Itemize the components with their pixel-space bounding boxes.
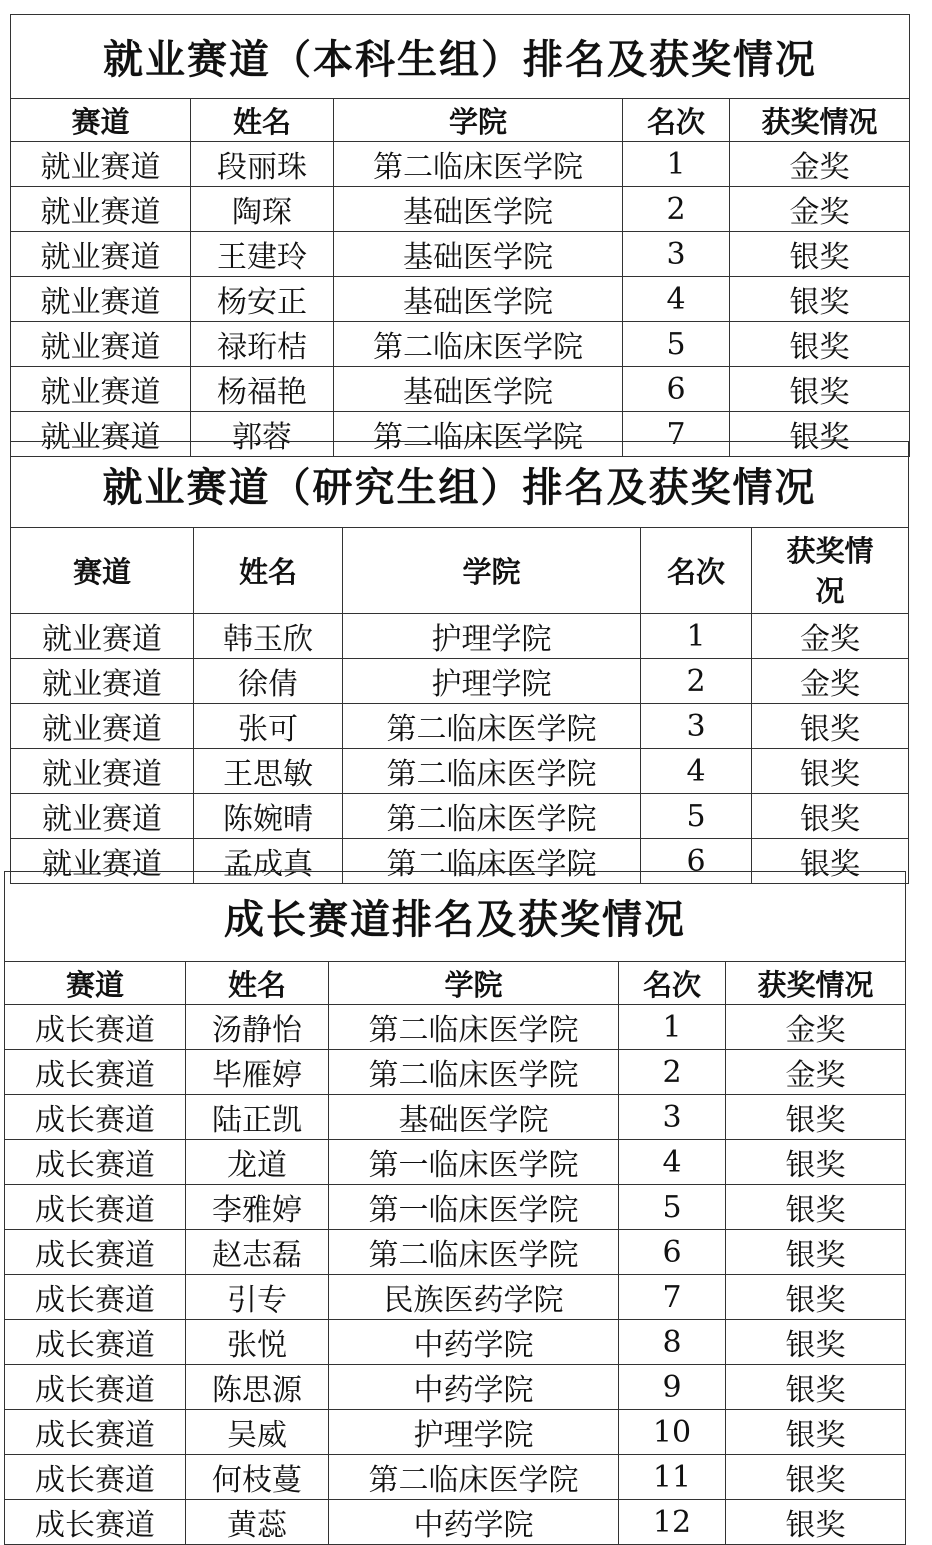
table-row (5, 1500, 906, 1545)
college-cell: 第二临床医学院 (329, 1005, 619, 1050)
rank-cell: 2 (623, 187, 730, 232)
college-cell: 中药学院 (329, 1500, 619, 1545)
table-row (5, 1365, 906, 1410)
college-cell: 第二临床医学院 (334, 322, 623, 367)
college-cell: 基础医学院 (334, 277, 623, 322)
table-row (5, 1050, 906, 1095)
track-cell: 就业赛道 (11, 142, 191, 187)
track-cell: 成长赛道 (5, 1230, 186, 1275)
rank-cell: 6 (623, 367, 730, 412)
college-cell: 基础医学院 (334, 232, 623, 277)
name-cell: 王思敏 (194, 749, 343, 794)
col-header-rank: 名次 (641, 528, 752, 614)
track-cell: 成长赛道 (5, 1050, 186, 1095)
rank-cell: 12 (619, 1500, 726, 1545)
table-row (11, 187, 910, 232)
rank-cell: 8 (619, 1320, 726, 1365)
track-cell: 就业赛道 (11, 839, 194, 884)
table-row (5, 1320, 906, 1365)
college-cell: 基础医学院 (334, 187, 623, 232)
track-cell: 就业赛道 (11, 322, 191, 367)
name-cell: 张可 (194, 704, 343, 749)
college-cell: 第二临床医学院 (329, 1050, 619, 1095)
rank-cell: 7 (623, 412, 730, 457)
name-cell: 龙道 (186, 1140, 329, 1185)
name-cell: 杨福艳 (191, 367, 334, 412)
rank-cell: 3 (623, 232, 730, 277)
name-cell: 李雅婷 (186, 1185, 329, 1230)
award-cell: 银奖 (726, 1140, 906, 1185)
college-cell: 第二临床医学院 (329, 1230, 619, 1275)
award-cell: 银奖 (726, 1095, 906, 1140)
track-cell: 就业赛道 (11, 187, 191, 232)
rank-cell: 3 (619, 1095, 726, 1140)
track-cell: 就业赛道 (11, 614, 194, 659)
award-cell: 银奖 (726, 1500, 906, 1545)
name-cell: 汤静怡 (186, 1005, 329, 1050)
growth-track-table (4, 871, 906, 1545)
award-cell: 银奖 (730, 277, 910, 322)
name-cell: 郭蓉 (191, 412, 334, 457)
award-cell: 银奖 (752, 794, 909, 839)
name-cell: 禄珩桔 (191, 322, 334, 367)
col-header-rank: 名次 (623, 99, 730, 142)
name-cell: 赵志磊 (186, 1230, 329, 1275)
award-cell: 银奖 (726, 1455, 906, 1500)
rank-cell: 9 (619, 1365, 726, 1410)
rank-cell: 1 (619, 1005, 726, 1050)
col-header-award: 获奖情况 (730, 99, 910, 142)
college-cell: 第二临床医学院 (343, 749, 641, 794)
name-cell: 引专 (186, 1275, 329, 1320)
track-cell: 成长赛道 (5, 1185, 186, 1230)
award-cell: 金奖 (730, 187, 910, 232)
col-header-name: 姓名 (186, 962, 329, 1005)
rank-cell: 2 (641, 659, 752, 704)
col-header-award: 获奖情况 (752, 528, 909, 614)
rank-cell: 4 (623, 277, 730, 322)
rank-cell: 5 (623, 322, 730, 367)
rank-cell: 5 (641, 794, 752, 839)
award-cell: 银奖 (730, 322, 910, 367)
col-header-track: 赛道 (11, 528, 194, 614)
track-cell: 就业赛道 (11, 704, 194, 749)
college-cell: 护理学院 (343, 659, 641, 704)
col-header-rank: 名次 (619, 962, 726, 1005)
table-row (11, 659, 909, 704)
undergrad-employment-table (10, 14, 910, 457)
graduate-employment-table (10, 441, 909, 884)
rank-cell: 1 (623, 142, 730, 187)
award-cell: 银奖 (730, 232, 910, 277)
table-row (11, 277, 910, 322)
table-row (5, 1455, 906, 1500)
name-cell: 段丽珠 (191, 142, 334, 187)
college-cell: 第二临床医学院 (334, 142, 623, 187)
name-cell: 徐倩 (194, 659, 343, 704)
college-cell: 第二临床医学院 (343, 794, 641, 839)
college-cell: 第二临床医学院 (329, 1455, 619, 1500)
col-header-college: 学院 (329, 962, 619, 1005)
rank-cell: 6 (641, 839, 752, 884)
graduate-employment-section (10, 441, 908, 884)
college-cell: 基础医学院 (334, 367, 623, 412)
track-cell: 成长赛道 (5, 1140, 186, 1185)
name-cell: 黄蕊 (186, 1500, 329, 1545)
name-cell: 韩玉欣 (194, 614, 343, 659)
col-header-track: 赛道 (5, 962, 186, 1005)
section-title: 就业赛道（本科生组）排名及获奖情况 (11, 15, 910, 99)
award-cell: 银奖 (730, 367, 910, 412)
rank-cell: 5 (619, 1185, 726, 1230)
table-row (5, 1005, 906, 1050)
table-row (11, 614, 909, 659)
name-cell: 何枝蔓 (186, 1455, 329, 1500)
col-header-name: 姓名 (194, 528, 343, 614)
award-cell: 银奖 (752, 839, 909, 884)
track-cell: 就业赛道 (11, 277, 191, 322)
award-cell: 银奖 (726, 1230, 906, 1275)
college-cell: 第二临床医学院 (343, 704, 641, 749)
table-row (11, 232, 910, 277)
track-cell: 就业赛道 (11, 412, 191, 457)
award-cell: 银奖 (752, 704, 909, 749)
rank-cell: 11 (619, 1455, 726, 1500)
track-cell: 成长赛道 (5, 1095, 186, 1140)
award-cell: 银奖 (726, 1320, 906, 1365)
table-row (5, 1095, 906, 1140)
college-cell: 第二临床医学院 (343, 839, 641, 884)
rank-cell: 7 (619, 1275, 726, 1320)
col-header-college: 学院 (334, 99, 623, 142)
award-cell: 银奖 (726, 1365, 906, 1410)
name-cell: 吴威 (186, 1410, 329, 1455)
rank-cell: 3 (641, 704, 752, 749)
name-cell: 王建玲 (191, 232, 334, 277)
rank-cell: 1 (641, 614, 752, 659)
college-cell: 第二临床医学院 (334, 412, 623, 457)
undergrad-employment-section (10, 14, 909, 457)
track-cell: 就业赛道 (11, 749, 194, 794)
rank-cell: 4 (641, 749, 752, 794)
table-row (11, 794, 909, 839)
col-header-award: 获奖情况 (726, 962, 906, 1005)
award-cell: 银奖 (726, 1275, 906, 1320)
college-cell: 中药学院 (329, 1320, 619, 1365)
award-cell: 金奖 (752, 659, 909, 704)
rank-cell: 6 (619, 1230, 726, 1275)
col-header-name: 姓名 (191, 99, 334, 142)
name-cell: 陈思源 (186, 1365, 329, 1410)
table-row (5, 1410, 906, 1455)
college-cell: 民族医药学院 (329, 1275, 619, 1320)
section-title: 就业赛道（研究生组）排名及获奖情况 (11, 442, 909, 528)
table-row (5, 1185, 906, 1230)
track-cell: 就业赛道 (11, 794, 194, 839)
name-cell: 毕雁婷 (186, 1050, 329, 1095)
track-cell: 就业赛道 (11, 232, 191, 277)
college-cell: 第一临床医学院 (329, 1140, 619, 1185)
name-cell: 张悦 (186, 1320, 329, 1365)
track-cell: 成长赛道 (5, 1455, 186, 1500)
table-row (11, 142, 910, 187)
rank-cell: 4 (619, 1140, 726, 1185)
award-cell: 银奖 (730, 412, 910, 457)
table-row (5, 1140, 906, 1185)
award-cell: 银奖 (726, 1185, 906, 1230)
name-cell: 陶琛 (191, 187, 334, 232)
college-cell: 护理学院 (343, 614, 641, 659)
award-cell: 银奖 (726, 1410, 906, 1455)
award-cell: 金奖 (726, 1005, 906, 1050)
award-cell: 金奖 (752, 614, 909, 659)
name-cell: 孟成真 (194, 839, 343, 884)
section-title: 成长赛道排名及获奖情况 (5, 872, 906, 962)
track-cell: 成长赛道 (5, 1275, 186, 1320)
name-cell: 杨安正 (191, 277, 334, 322)
table-row (11, 322, 910, 367)
name-cell: 陆正凯 (186, 1095, 329, 1140)
col-header-college: 学院 (343, 528, 641, 614)
table-row (5, 1230, 906, 1275)
table-row (11, 749, 909, 794)
track-cell: 成长赛道 (5, 1365, 186, 1410)
table-row (11, 704, 909, 749)
track-cell: 成长赛道 (5, 1005, 186, 1050)
table-row (5, 1275, 906, 1320)
name-cell: 陈婉晴 (194, 794, 343, 839)
track-cell: 成长赛道 (5, 1320, 186, 1365)
college-cell: 中药学院 (329, 1365, 619, 1410)
college-cell: 基础医学院 (329, 1095, 619, 1140)
growth-track-section (4, 871, 905, 1545)
table-row (11, 367, 910, 412)
rank-cell: 10 (619, 1410, 726, 1455)
track-cell: 就业赛道 (11, 659, 194, 704)
award-cell: 金奖 (730, 142, 910, 187)
college-cell: 第一临床医学院 (329, 1185, 619, 1230)
track-cell: 就业赛道 (11, 367, 191, 412)
rank-cell: 2 (619, 1050, 726, 1095)
col-header-track: 赛道 (11, 99, 191, 142)
college-cell: 护理学院 (329, 1410, 619, 1455)
award-cell: 银奖 (752, 749, 909, 794)
track-cell: 成长赛道 (5, 1500, 186, 1545)
track-cell: 成长赛道 (5, 1410, 186, 1455)
award-cell: 金奖 (726, 1050, 906, 1095)
